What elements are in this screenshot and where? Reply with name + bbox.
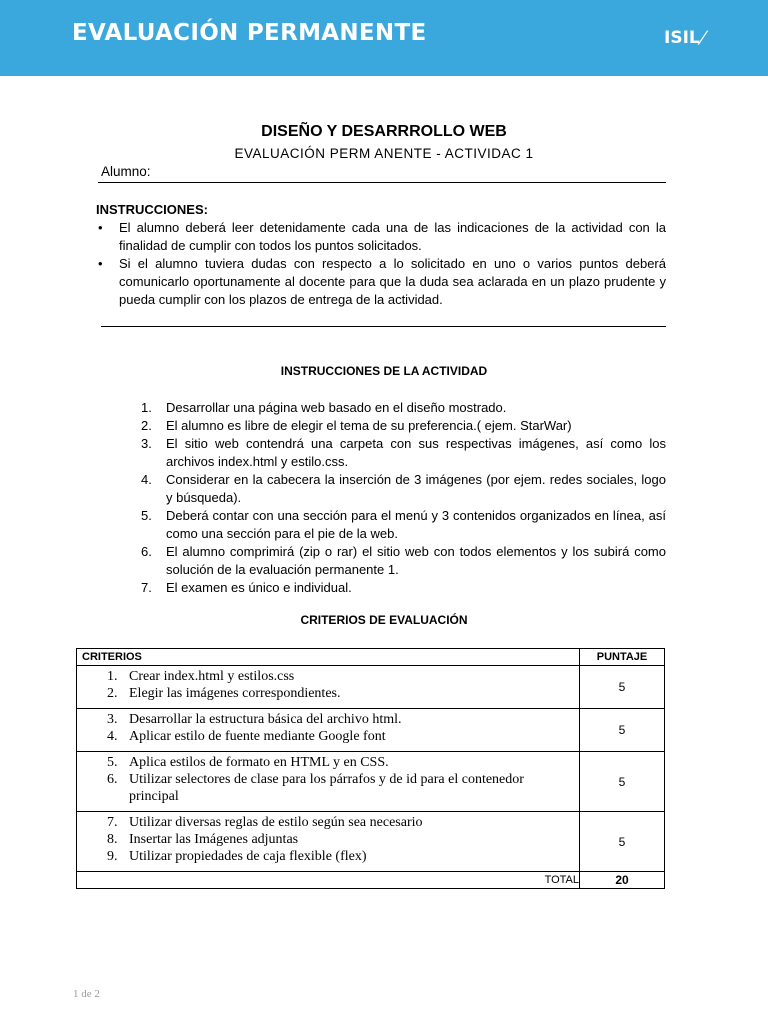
bullet-icon: • <box>98 220 103 235</box>
criteria-table <box>76 648 665 889</box>
instruction-item <box>96 219 666 255</box>
logo-text: ISIL <box>664 28 700 48</box>
criteria-item <box>77 754 579 771</box>
student-label: Alumno: <box>101 164 151 179</box>
criteria-header-row <box>77 649 665 666</box>
criteria-item <box>77 771 579 805</box>
step-number: 1. <box>141 400 152 415</box>
total-row <box>77 872 665 889</box>
criteria-cell <box>77 709 580 752</box>
header-banner <box>0 0 768 76</box>
document-subtitle: EVALUACIÓN PERM ANENTE - ACTIVIDAC 1 <box>234 146 534 161</box>
activity-step <box>141 435 666 471</box>
criteria-column-header: CRITERIOS <box>77 649 580 666</box>
step-number: 2. <box>141 418 152 433</box>
criteria-number: 5. <box>107 755 118 770</box>
step-number: 4. <box>141 472 152 487</box>
instruction-item <box>96 255 666 309</box>
banner-title: EVALUACIÓN PERMANENTE <box>72 20 427 46</box>
criteria-text: Desarrollar la estructura básica del archivo html. <box>129 712 402 727</box>
criteria-row <box>77 666 665 709</box>
section-divider <box>101 326 666 327</box>
document-title: DISEÑO Y DESARRROLLO WEB <box>261 123 507 140</box>
criteria-text: Utilizar diversas reglas de estilo según sea necesario <box>129 815 423 830</box>
criteria-text: Utilizar propiedades de caja flexible (flex) <box>129 849 367 864</box>
activity-step <box>141 507 666 543</box>
step-text: Considerar en la cabecera la inserción de 3 imágenes (por ejem. redes sociales, logo y búsqueda). <box>166 472 666 505</box>
criteria-number: 1. <box>107 669 118 684</box>
step-text: El alumno comprimirá (zip o rar) el sitio web con todos elementos y los subirá como solución de la evaluación permanente 1. <box>166 544 666 577</box>
isil-logo <box>664 28 710 48</box>
criteria-cell <box>77 666 580 709</box>
step-text: El examen es único e individual. <box>166 580 352 595</box>
instructions-heading: INSTRUCCIONES: <box>96 202 208 217</box>
criteria-item <box>77 814 579 831</box>
criteria-number: 7. <box>107 815 118 830</box>
step-number: 7. <box>141 580 152 595</box>
activity-step <box>141 543 666 579</box>
criteria-text: Crear index.html y estilos.css <box>129 669 295 684</box>
score-cell: 5 <box>580 752 665 812</box>
criteria-heading: CRITERIOS DE EVALUACIÓN <box>300 613 468 627</box>
criteria-item <box>77 711 579 728</box>
step-text: Deberá contar con una sección para el menú y 3 contenidos organizados en línea, así como una sección para el pie de la web. <box>166 508 666 541</box>
criteria-number: 6. <box>107 772 118 787</box>
step-number: 3. <box>141 436 152 451</box>
criteria-item <box>77 848 579 865</box>
criteria-item <box>77 831 579 848</box>
step-text: El alumno es libre de elegir el tema de su preferencia.( ejem. StarWar) <box>166 418 572 433</box>
criteria-items <box>77 812 579 871</box>
total-value: 20 <box>580 872 665 889</box>
activity-heading: INSTRUCCIONES DE LA ACTIVIDAD <box>280 364 488 378</box>
activity-step <box>141 417 666 435</box>
criteria-text: Utilizar selectores de clase para los párrafos y de id para el contenedor principal <box>129 772 524 804</box>
criteria-number: 3. <box>107 712 118 727</box>
score-column-header: PUNTAJE <box>580 649 665 666</box>
total-label: TOTAL <box>77 872 580 889</box>
bullet-icon: • <box>98 256 103 271</box>
activity-step <box>141 399 666 417</box>
criteria-items <box>77 666 579 708</box>
criteria-text: Elegir las imágenes correspondientes. <box>129 686 341 701</box>
score-cell: 5 <box>580 709 665 752</box>
criteria-row <box>77 812 665 872</box>
step-number: 6. <box>141 544 152 559</box>
page-number: 1 de 2 <box>73 988 100 1000</box>
criteria-cell <box>77 812 580 872</box>
criteria-items <box>77 709 579 751</box>
score-cell: 5 <box>580 666 665 709</box>
activity-step <box>141 471 666 507</box>
criteria-number: 2. <box>107 686 118 701</box>
score-cell: 5 <box>580 812 665 872</box>
instruction-text: El alumno deberá leer detenidamente cada una de las indicaciones de la actividad con la finalidad de cumplir con todos los puntos solicitados. <box>119 220 666 253</box>
criteria-item <box>77 668 579 685</box>
criteria-number: 8. <box>107 832 118 847</box>
criteria-text: Aplicar estilo de fuente mediante Google font <box>129 729 386 744</box>
student-name-line <box>98 182 666 183</box>
logo-slash-icon: / <box>696 28 710 48</box>
criteria-item <box>77 728 579 745</box>
activity-steps <box>141 399 666 597</box>
criteria-cell <box>77 752 580 812</box>
criteria-number: 9. <box>107 849 118 864</box>
instruction-text: Si el alumno tuviera dudas con respecto a lo solicitado en uno o varios puntos deberá comunicarlo oportunamente al docente para que la duda sea aclarada en un plazo prudente y pueda cumplir con los plazos de entrega de la actividad. <box>119 256 666 307</box>
activity-step <box>141 579 666 597</box>
criteria-text: Insertar las Imágenes adjuntas <box>129 832 299 847</box>
step-text: Desarrollar una página web basado en el diseño mostrado. <box>166 400 507 415</box>
criteria-number: 4. <box>107 729 118 744</box>
step-number: 5. <box>141 508 152 523</box>
criteria-items <box>77 752 579 811</box>
criteria-text: Aplica estilos de formato en HTML y en CSS. <box>129 755 389 770</box>
criteria-row <box>77 709 665 752</box>
criteria-row <box>77 752 665 812</box>
criteria-item <box>77 685 579 702</box>
instructions-list <box>96 219 666 309</box>
step-text: El sitio web contendrá una carpeta con sus respectivas imágenes, así como los archivos index.html y estilo.css. <box>166 436 666 469</box>
